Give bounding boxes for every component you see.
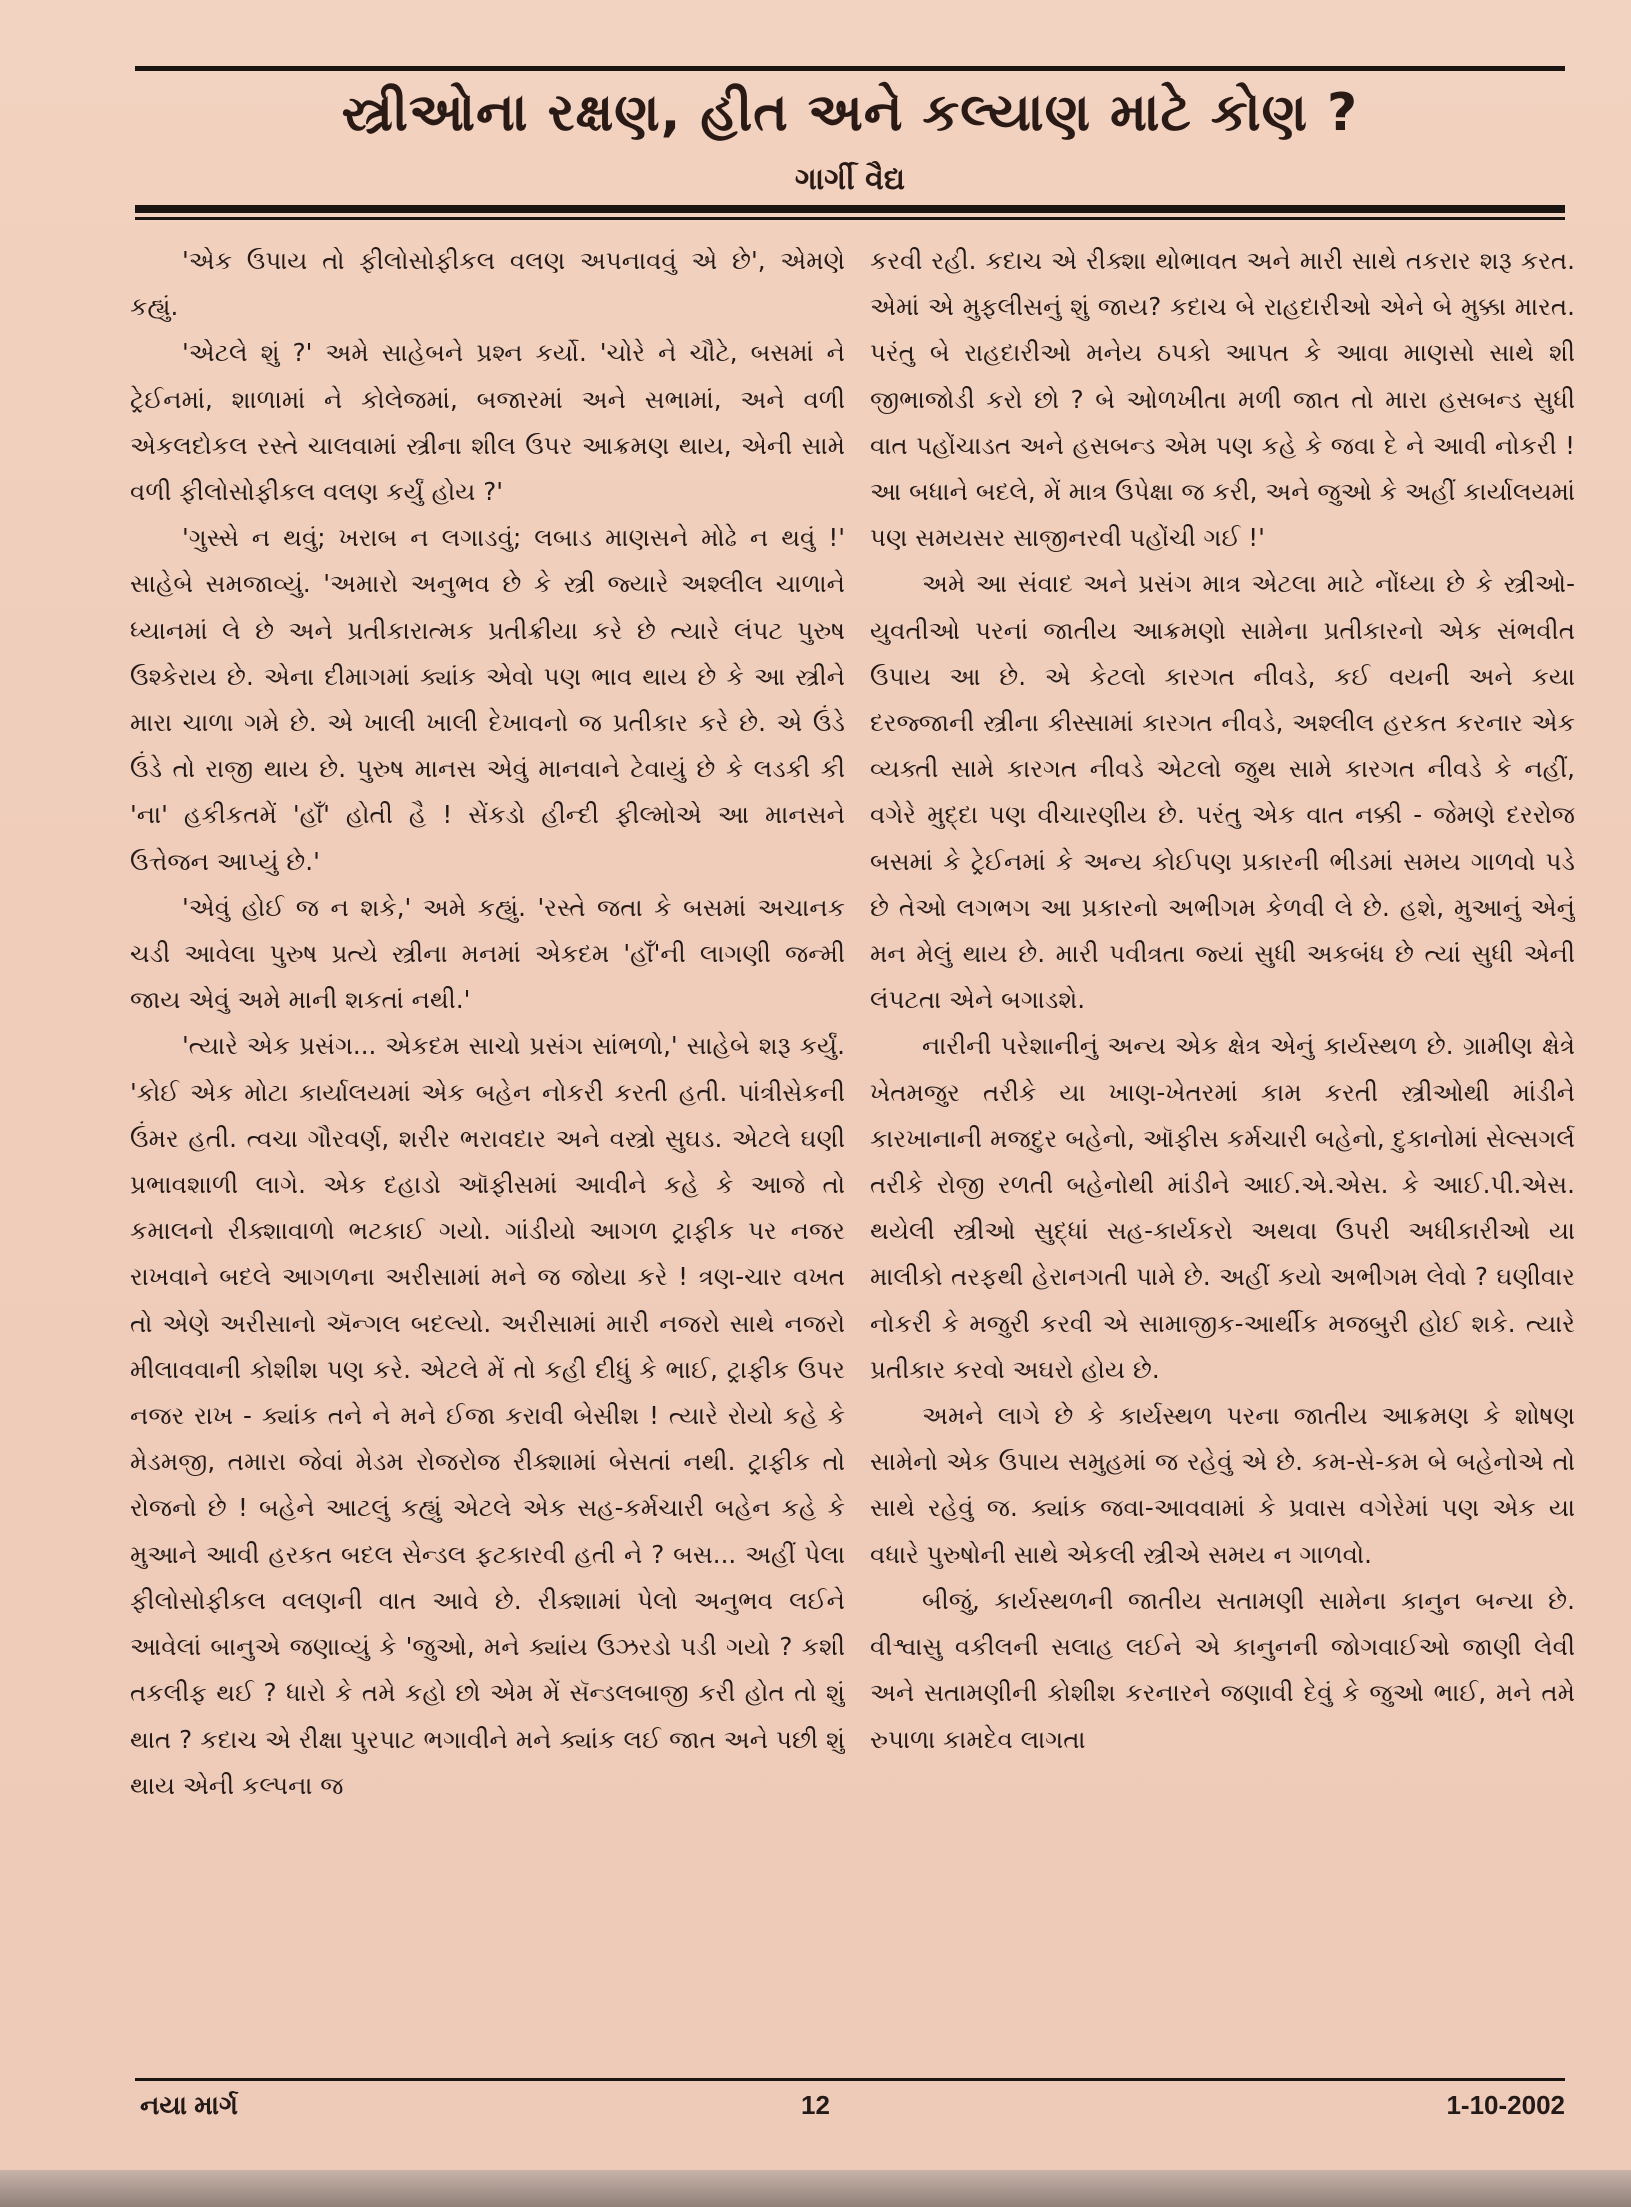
- footer-rule: [135, 2078, 1565, 2081]
- page-number: 12: [801, 2090, 830, 2120]
- paragraph: બીજું, કાર્યસ્થળની જાતીય સતામણી સામેના કાનુન બન્યા છે. વીશ્વાસુ વકીલની સલાહ લઈને એ કાનુનની જોગવાઈઓ જાણી લેવી અને સતામણીની કોશીશ કરનારને જણાવી દેવું કે જુઓ ભાઈ, મને તમે રુપાળા કામદેવ લાગતા: [870, 1585, 1575, 1754]
- paragraph: 'ત્યારે એક પ્રસંગ... એકદમ સાચો પ્રસંગ સાંભળો,' સાહેબે શરૂ કર્યું. 'કોઈ એક મોટા કાર્યાલયમાં એક બહેન નોકરી કરતી હતી. પાંત્રીસેકની ઉંમર હતી. ત્વચા ગૌરવર્ણ, શરીર ભરાવદાર અને વસ્ત્રો સુઘડ. એટલે ઘણી પ્રભાવશાળી લાગે. એક દહાડો ઑફીસમાં આવીને કહે કે આજે તો કમાલનો રીક્શાવાળો ભટકાઈ ગયો. ગાંડીયો આગળ ટ્રાફીક પર નજર રાખવાને બદલે આગળના અરીસામાં મને જ જોયા કરે ! ત્રણ-ચાર વખત તો એણે અરીસાનો ઍન્ગલ બદલ્યો. અરીસામાં મારી નજરો સાથે નજરો મીલાવવાની કોશીશ પણ કરે. એટલે મેં તો કહી દીધું કે ભાઈ, ટ્રાફીક ઉપર નજર રાખ - ક્યાંક તને ને મને ઈજા કરાવી બેસીશ ! ત્યારે રોયો કહે કે મેડમજી, તમારા જેવાં મેડમ રોજરોજ રીક્શામાં બેસતાં નથી. ટ્રાફીક તો રોજનો છે ! બહેને આટલું કહ્યું એટલે એક સહ-કર્મચારી બહેન કહે કે મુઆને આવી હરકત બદલ સેન્ડલ ફટકારવી હતી ને ? બસ... અહીં પેલા ફીલોસોફીકલ વલણની વાત આવે છે. રીક્શામાં પેલો અનુભવ લઈને આવેલાં બાનુએ જણાવ્યું કે 'જુઓ, મને ક્યાંય ઉઝરડો પડી ગયો ? કશી તકલીફ થઈ ? ધારો કે તમે કહો છો એમ મેં સૅન્ડલબાજી કરી હોત તો શું થાત ? કદાચ એ રીક્ષા પુરપાટ ભગાવીને મને ક્યાંક લઈ જાત અને પછી શું થાય એની કલ્પના જ: [130, 1031, 845, 1800]
- left-column: [130, 238, 845, 2073]
- paragraph: 'એક ઉપાય તો ફીલોસોફીકલ વલણ અપનાવવું એ છે', એમણે કહ્યું.: [130, 246, 845, 322]
- paragraph: નારીની પરેશાનીનું અન્ય એક ક્ષેત્ર એનું કાર્યસ્થળ છે. ગ્રામીણ ક્ષેત્રે ખેતમજુર તરીકે યા ખાણ-ખેતરમાં કામ કરતી સ્ત્રીઓથી માંડીને કારખાનાની મજદુર બહેનો, ઑફીસ કર્મચારી બહેનો, દુકાનોમાં સેલ્સગર્લ તરીકે રોજી રળતી બહેનોથી માંડીને આઈ.એ.એસ. કે આઈ.પી.એસ. થયેલી સ્ત્રીઓ સુદ્ધાં સહ-કાર્યકરો અથવા ઉપરી અધીકારીઓ યા માલીકો તરફથી હેરાનગતી પામે છે. અહીં કયો અભીગમ લેવો ? ઘણીવાર નોકરી કે મજુરી કરવી એ સામાજીક-આર્થીક મજબુરી હોઈ શકે. ત્યારે પ્રતીકાર કરવો અઘરો હોય છે.: [870, 1031, 1575, 1384]
- paragraph: અમે આ સંવાદ અને પ્રસંગ માત્ર એટલા માટે નોંધ્યા છે કે સ્ત્રીઓ-યુવતીઓ પરનાં જાતીય આક્રમણો સામેના પ્રતીકારનો એક સંભવીત ઉપાય આ છે. એ કેટલો કારગત નીવડે, કઈ વયની અને કયા દરજ્જાની સ્ત્રીના કીસ્સામાં કારગત નીવડે, અશ્લીલ હરકત કરનાર એક વ્યક્તી સામે કારગત નીવડે એટલો જુથ સામે કારગત નીવડે કે નહીં, વગેરે મુદ્દા પણ વીચારણીય છે. પરંતુ એક વાત નક્કી - જેમણે દરરોજ બસમાં કે ટ્રેઈનમાં કે અન્ય કોઈપણ પ્રકારની ભીડમાં સમય ગાળવો પડે છે તેઓ લગભગ આ પ્રકારનો અભીગમ કેળવી લે છે. હશે, મુઆનું એનું મન મેલું થાય છે. મારી પવીત્રતા જ્યાં સુધી અકબંધ છે ત્યાં સુધી એની લંપટતા એને બગાડશે.: [870, 569, 1575, 1015]
- right-column: [870, 238, 1575, 2073]
- issue-date: 1-10-2002: [1446, 2090, 1565, 2120]
- header-rule-thin: [135, 217, 1565, 220]
- header-rule-thick: [135, 205, 1565, 213]
- paragraph: 'એવું હોઈ જ ન શકે,' અમે કહ્યું. 'રસ્તે જતા કે બસમાં અચાનક ચડી આવેલા પુરુષ પ્રત્યે સ્ત્રીના મનમાં એકદમ 'હાઁ'ની લાગણી જન્મી જાય એવું અમે માની શકતાં નથી.': [130, 892, 845, 1015]
- paragraph: 'ગુસ્સે ન થવું; ખરાબ ન લગાડવું; લબાડ માણસને મોઢે ન થવું !' સાહેબે સમજાવ્યું. 'અમારો અનુભવ છે કે સ્ત્રી જ્યારે અશ્લીલ ચાળાને ધ્યાનમાં લે છે અને પ્રતીકારાત્મક પ્રતીક્રીયા કરે છે ત્યારે લંપટ પુરુષ ઉશ્કેરાય છે. એના દીમાગમાં ક્યાંક એવો પણ ભાવ થાય છે કે આ સ્ત્રીને મારા ચાળા ગમે છે. એ ખાલી ખાલી દેખાવનો જ પ્રતીકાર કરે છે. એ ઉંડે ઉંડે તો રાજી થાય છે. પુરુષ માનસ એવું માનવાને ટેવાયું છે કે લડકી કી 'ના' હકીકતમેં 'હાઁ' હોતી હૈ ! સેંકડો હીન્દી ફીલ્મોએ આ માનસને ઉત્તેજન આપ્યું છે.': [130, 523, 845, 876]
- paragraph: કરવી રહી. કદાચ એ રીક્શા થોભાવત અને મારી સાથે તકરાર શરૂ કરત. એમાં એ મુફલીસનું શું જાય? કદાચ બે રાહદારીઓ એને બે મુક્કા મારત. પરંતુ બે રાહદારીઓ મનેય ઠપકો આપત કે આવા માણસો સાથે શી જીભાજોડી કરો છો ? બે ઓળખીતા મળી જાત તો મારા હસબન્ડ સુધી વાત પહોંચાડત અને હસબન્ડ એમ પણ કહે કે જવા દે ને આવી નોકરી ! આ બધાને બદલે, મેં માત્ર ઉપેક્ષા જ કરી, અને જુઓ કે અહીં કાર્યાલયમાં પણ સમયસર સાજીનરવી પહોંચી ગઈ !': [870, 246, 1575, 553]
- paragraph: 'એટલે શું ?' અમે સાહેબને પ્રશ્ન કર્યો. 'ચોરે ને ચૌટે, બસમાં ને ટ્રેઈનમાં, શાળામાં ને કોલેજમાં, બજારમાં અને સભામાં, અને વળી એકલદોકલ રસ્તે ચાલવામાં સ્ત્રીના શીલ ઉપર આક્રમણ થાય, એની સામે વળી ફીલોસોફીકલ વલણ કર્યું હોય ?': [130, 338, 845, 507]
- top-rule: [135, 66, 1565, 71]
- article-title: સ્ત્રીઓના રક્ષણ, હીત અને કલ્યાણ માટે કોણ ?: [341, 83, 1359, 143]
- article-author: ગાર્ગી વૈદ્ય: [794, 162, 906, 197]
- publication-name: નયા માર્ગ: [140, 2090, 238, 2120]
- scan-edge: [0, 2170, 1631, 2207]
- paragraph: અમને લાગે છે કે કાર્યસ્થળ પરના જાતીય આક્રમણ કે શોષણ સામેનો એક ઉપાય સમુહમાં જ રહેવું એ છે. કમ-સે-કમ બે બહેનોએ તો સાથે રહેવું જ. ક્યાંક જવા-આવવામાં કે પ્રવાસ વગેરેમાં પણ એક યા વધારે પુરુષોની સાથે એકલી સ્ત્રીએ સમય ન ગાળવો.: [870, 1401, 1575, 1569]
